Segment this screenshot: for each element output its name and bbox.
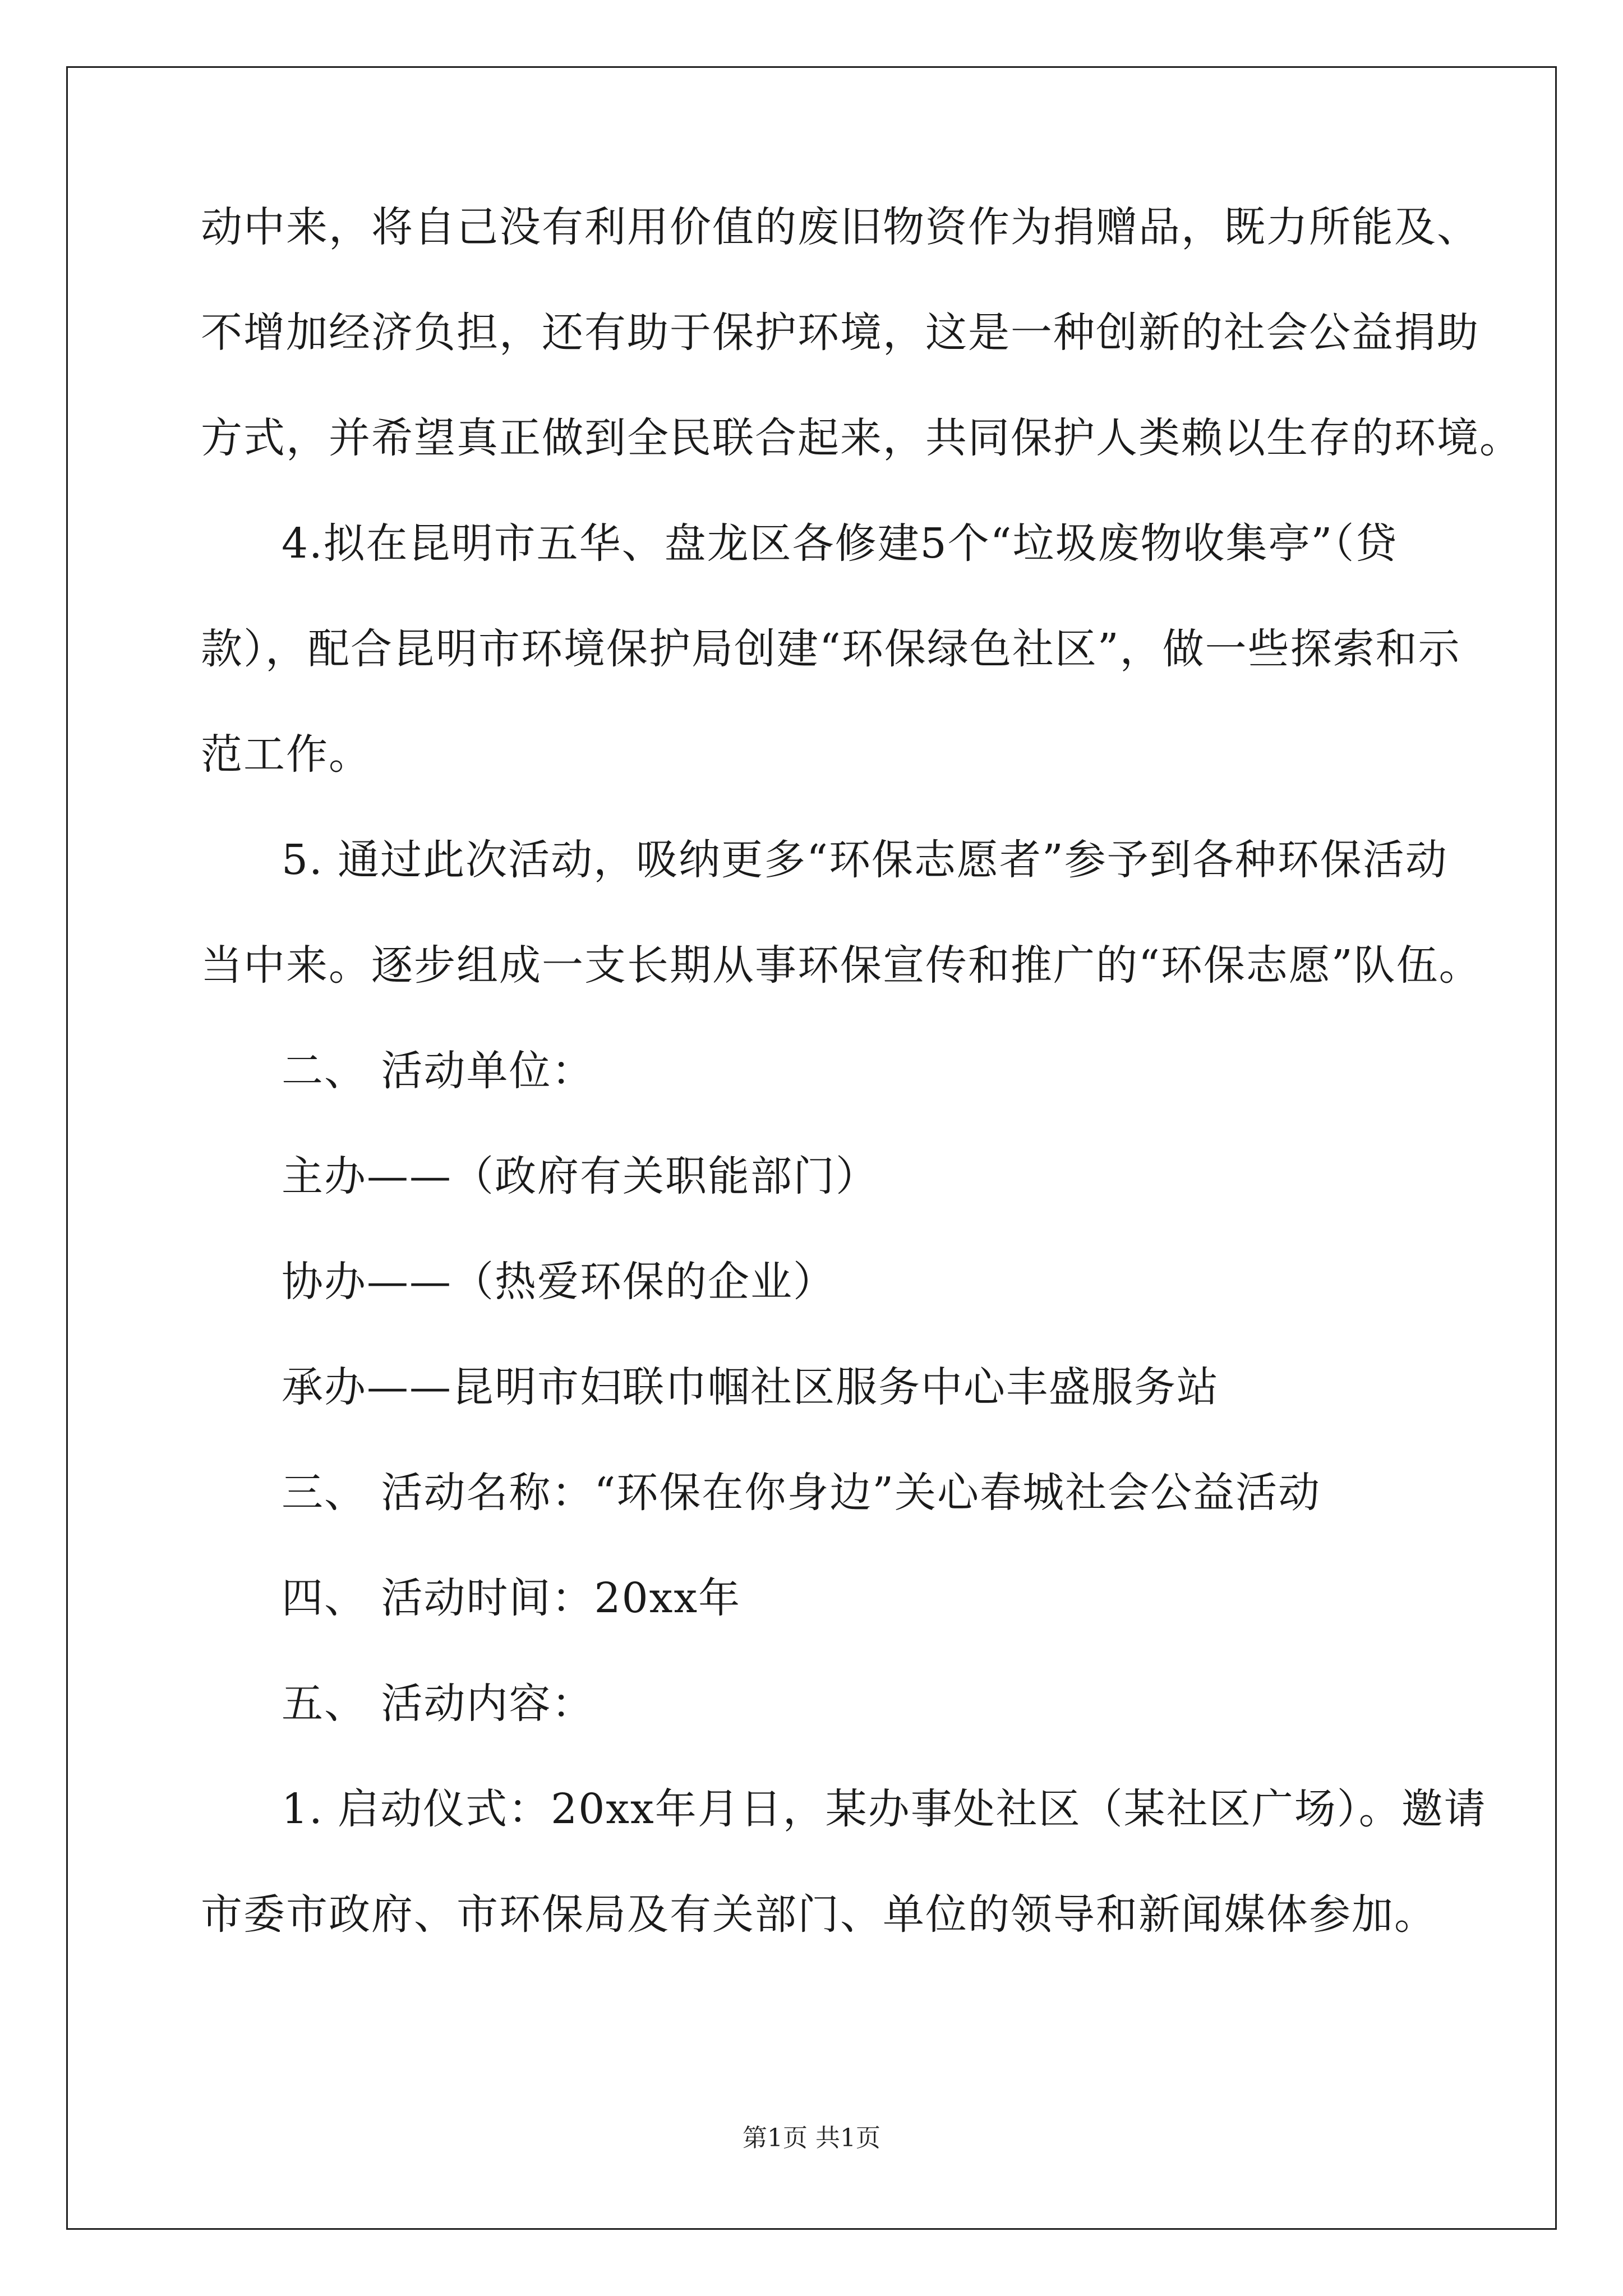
- paragraph-line: 不增加经济负担，还有助于保护环境，这是一种创新的社会公益捐助: [201, 309, 1479, 357]
- paragraph-line: 1. 启动仪式：20xx年月日，某办事处社区（某社区广场）。邀请: [282, 1785, 1487, 1833]
- paragraph-line: 承办——昆明市妇联巾帼社区服务中心丰盛服务站: [282, 1363, 1219, 1411]
- section-heading: 二、 活动单位：: [282, 1047, 594, 1095]
- paragraph-line: 市委市政府、市环保局及有关部门、单位的领导和新闻媒体参加。: [201, 1890, 1437, 1939]
- paragraph-line: 当中来。逐步组成一支长期从事环保宣传和推广的“环保志愿”队伍。: [201, 941, 1482, 990]
- paragraph-line: 方式，并希望真正做到全民联合起来，共同保护人类赖以生存的环境。: [201, 414, 1522, 462]
- paragraph-line: 协办——（热爱环保的企业）: [282, 1258, 836, 1306]
- section-heading: 三、 活动名称：“环保在你身边”关心春城社会公益活动: [282, 1469, 1321, 1517]
- paragraph-line: 范工作。: [201, 730, 371, 779]
- paragraph-line: 主办——（政府有关职能部门）: [282, 1152, 878, 1200]
- section-heading: 五、 活动内容：: [282, 1680, 594, 1728]
- paragraph-line: 款），配合昆明市环境保护局创建“环保绿色社区”，做一些探索和示: [201, 625, 1461, 673]
- section-heading: 四、 活动时间：20xx年: [282, 1574, 741, 1622]
- paragraph-line: 动中来，将自己没有利用价值的废旧物资作为捐赠品，既力所能及、: [201, 203, 1479, 251]
- page-number-footer: 第1页 共1页: [743, 2124, 880, 2152]
- paragraph-line: 5. 通过此次活动，吸纳更多“环保志愿者”参予到各种环保活动: [282, 836, 1448, 884]
- paragraph-line: 4.拟在昆明市五华、盘龙区各修建5个“垃圾废物收集亭”（贷: [282, 519, 1398, 568]
